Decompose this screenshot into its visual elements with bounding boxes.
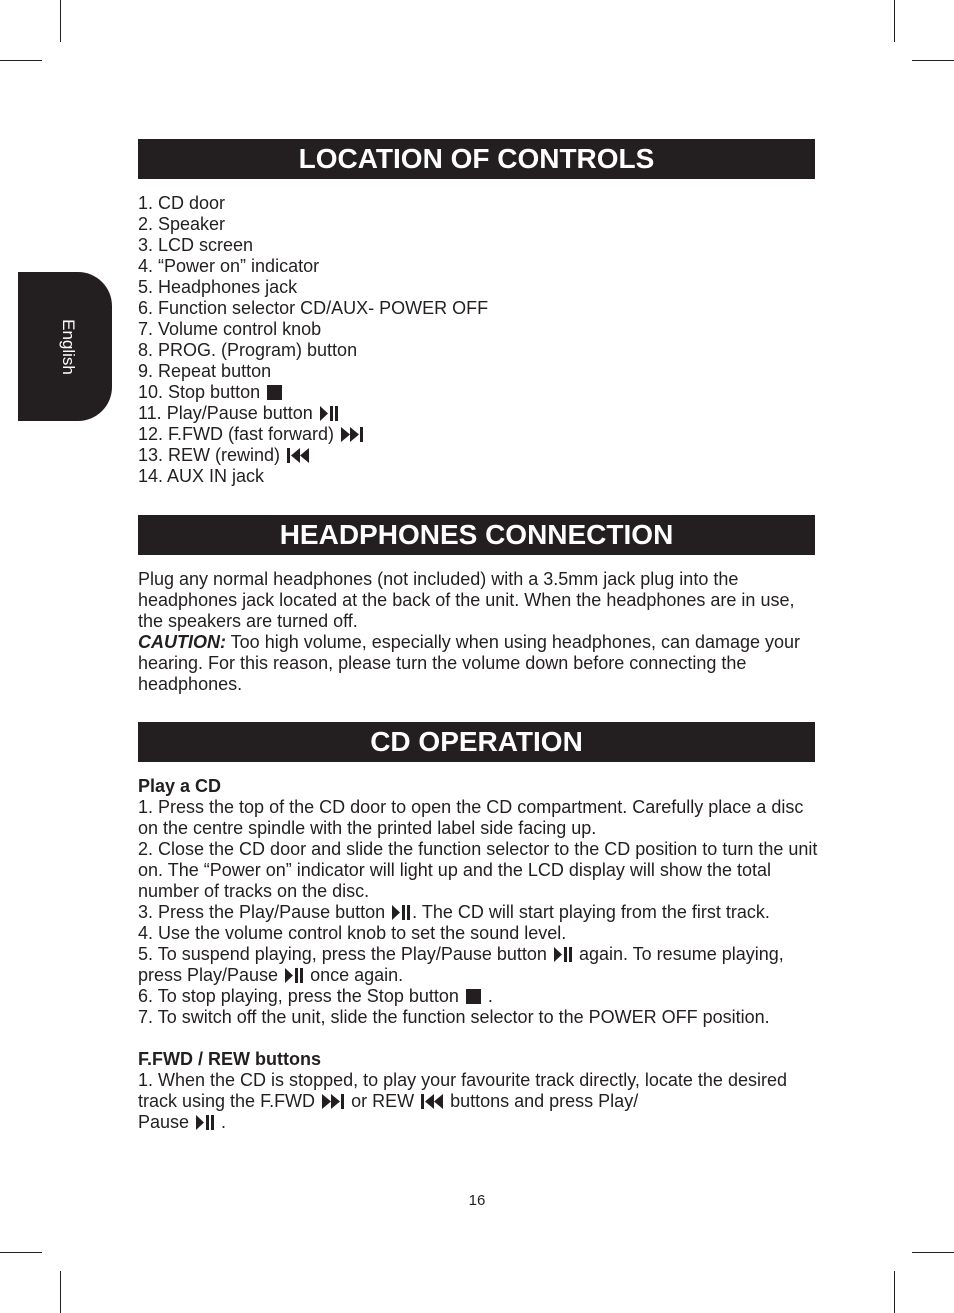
list-item: 3. LCD screen — [138, 235, 254, 255]
cd-operation-text — [138, 776, 818, 1133]
crop-mark — [912, 60, 954, 61]
list-item: 12. F.FWD (fast forward) — [138, 424, 818, 445]
controls-list — [138, 193, 818, 487]
headphones-text — [138, 569, 818, 695]
list-item: 5. Headphones jack — [138, 277, 298, 297]
list-item: 4. “Power on” indicator — [138, 256, 320, 276]
crop-mark — [60, 1271, 61, 1313]
list-item: 7. Volume control knob — [138, 319, 322, 339]
section-header-location: LOCATION OF CONTROLS — [138, 139, 815, 179]
list-item: 13. REW (rewind) — [138, 445, 818, 466]
list-item: 2. Speaker — [138, 214, 226, 234]
play-pause-icon — [196, 1115, 214, 1130]
play-pause-icon — [392, 905, 410, 920]
step-2: 2. Close the CD door and slide the function selector to the CD position to turn the unit on. The “Power on” indicator will light up and the LCD display will show the total number of tracks on the disc. — [138, 839, 818, 901]
step-3: 3. Press the Play/Pause button . The CD will start playing from the first track. — [138, 902, 770, 922]
list-item: 8. PROG. (Program) button — [138, 340, 358, 360]
step-6: 6. To stop playing, press the Stop button . — [138, 986, 493, 1006]
list-item: 6. Function selector CD/AUX- POWER OFF — [138, 298, 489, 318]
language-tab — [18, 272, 112, 421]
headphones-body: Plug any normal headphones (not included) with a 3.5mm jack plug into the headphones jack located at the back of the unit. When the headphones are in use, the speakers are turned off. — [138, 569, 795, 631]
page-number: 16 — [468, 1192, 486, 1209]
crop-mark — [894, 1271, 895, 1313]
stop-icon — [466, 989, 481, 1004]
fast-forward-icon — [322, 1094, 344, 1109]
language-tab-label: English — [59, 319, 78, 375]
crop-mark — [0, 60, 42, 61]
caution-paragraph: CAUTION: Too high volume, especially when using headphones, can damage your hearing. For this reason, please turn the volume down before connecting the headphones. — [138, 632, 801, 694]
rewind-icon — [421, 1094, 443, 1109]
list-item: 11. Play/Pause button — [138, 403, 818, 424]
rewind-icon — [287, 448, 309, 463]
ffwd-rew-heading: F.FWD / REW buttons — [138, 1049, 321, 1069]
step-4: 4. Use the volume control knob to set the sound level. — [138, 923, 567, 943]
list-item: 10. Stop button — [138, 382, 818, 403]
ffwd-step-1: 1. When the CD is stopped, to play your favourite track directly, locate the desired track using the F.FWD or REW buttons and press Play/ Pause . — [138, 1070, 787, 1132]
crop-mark — [912, 1252, 954, 1253]
fast-forward-icon — [341, 427, 363, 442]
stop-icon — [267, 385, 282, 400]
list-item: 14. AUX IN jack — [138, 466, 265, 486]
step-1: 1. Press the top of the CD door to open the CD compartment. Carefully place a disc on the centre spindle with the printed label side facing up. — [138, 797, 804, 838]
crop-mark — [0, 1252, 42, 1253]
step-5: 5. To suspend playing, press the Play/Pause button again. To resume playing, press Play/Pause once again. — [138, 944, 784, 985]
section-header-headphones: HEADPHONES CONNECTION — [138, 515, 815, 555]
crop-mark — [60, 0, 61, 42]
section-header-cd-operation: CD OPERATION — [138, 722, 815, 762]
list-item: 1. CD door — [138, 193, 226, 213]
step-7: 7. To switch off the unit, slide the function selector to the POWER OFF position. — [138, 1007, 770, 1027]
list-item: 9. Repeat button — [138, 361, 272, 381]
play-pause-icon — [320, 406, 338, 421]
play-pause-icon — [285, 968, 303, 983]
caution-label: CAUTION: — [138, 632, 226, 652]
play-pause-icon — [554, 947, 572, 962]
play-cd-heading: Play a CD — [138, 776, 222, 796]
crop-mark — [894, 0, 895, 42]
